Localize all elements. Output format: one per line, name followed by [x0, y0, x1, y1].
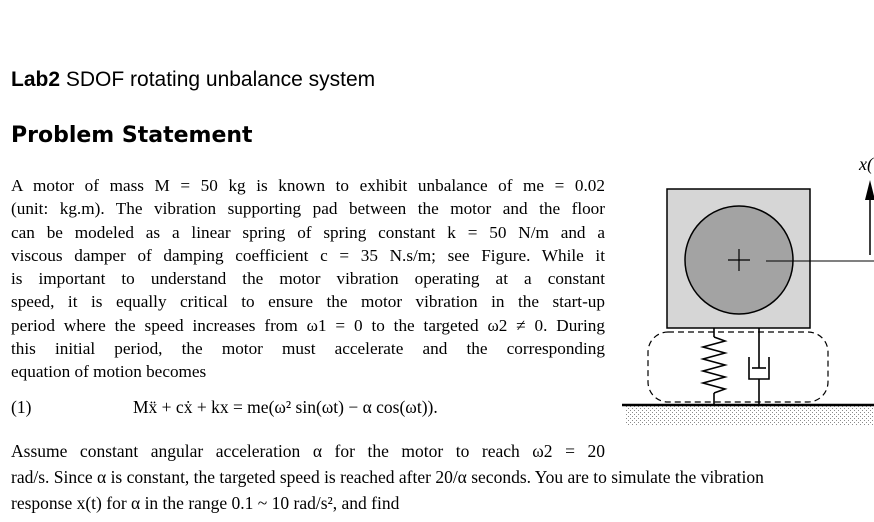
motor-system-figure [618, 150, 874, 425]
equation-1 [11, 397, 611, 423]
problem-paragraph [11, 174, 605, 384]
floor-ground [626, 405, 874, 425]
lab-title-text: SDOF rotating unbalance system [60, 68, 376, 91]
problem-line-8: this initial period, the motor must accelerate and the corresponding [11, 339, 605, 359]
problem-line-4: viscous damper of damping coefficient c = 35 N.s/m; see Figure. While it [11, 245, 605, 265]
equation-number: (1) [11, 397, 32, 417]
problem-line-7: period where the speed increases from ω1 = 0 to the targeted ω2 ≠ 0. During [11, 315, 605, 335]
displacement-arrowhead [865, 180, 874, 200]
section-heading: Problem Statement [11, 123, 253, 148]
spring [703, 328, 725, 405]
problem-line-6: speed, it is equally critical to ensure the motor vibration in the start-up [11, 292, 605, 312]
lab-title [11, 68, 375, 92]
problem-line-1: A motor of mass M = 50 kg is known to exhibit unbalance of me = 0.02 [11, 176, 605, 195]
assumption-paragraph [11, 438, 874, 516]
assumption-line-3: response x(t) for α in the range 0.1 ~ 10 rad/s², and find [11, 493, 400, 513]
displacement-label: x( [859, 154, 873, 174]
assumption-line-1: Assume constant angular acceleration α for the motor to reach ω2 = 20 [11, 441, 605, 461]
equation-expression: Mẍ + cẋ + kx = me(ω² sin(ωt) − α cos(ωt)). [133, 397, 438, 417]
problem-line-3: can be modeled as a linear spring of spring constant k = 50 N/m and a [11, 222, 605, 242]
problem-line-5: is important to understand the motor vibration operating at a constant [11, 269, 605, 289]
support-pad-outline [648, 332, 828, 402]
assumption-line-2: rad/s. Since α is constant, the targeted speed is reached after 20/α seconds. You are to simulate the vibration [11, 467, 764, 487]
problem-line-9: equation of motion becomes [11, 362, 207, 382]
damper [749, 328, 769, 405]
lab-number: Lab2 [11, 68, 61, 91]
problem-line-2: (unit: kg.m). The vibration supporting pad between the motor and the floor [11, 199, 605, 219]
